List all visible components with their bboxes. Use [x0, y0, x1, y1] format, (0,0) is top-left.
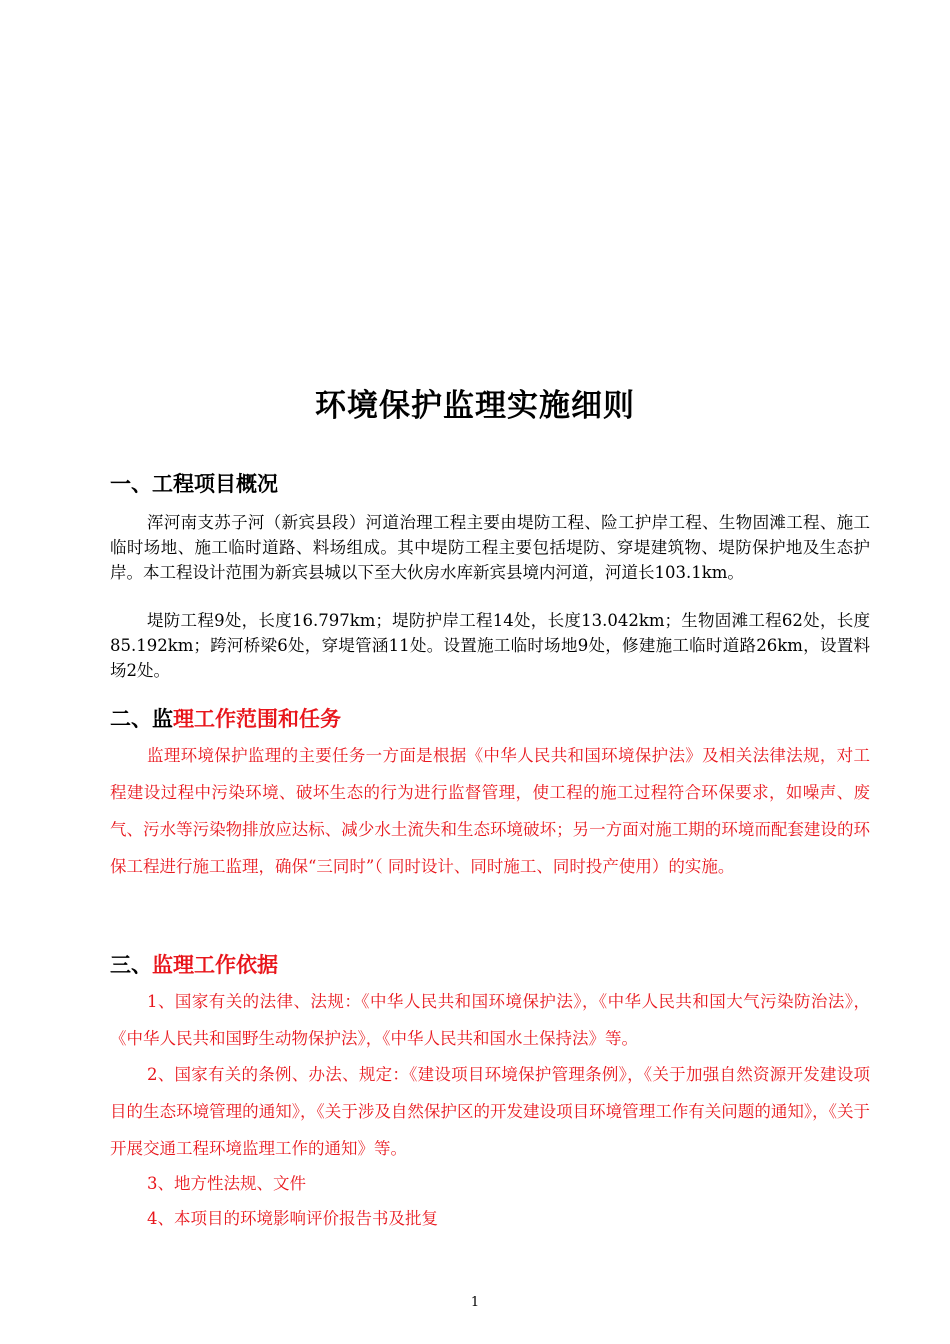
- section-heading-prefix: 三、: [110, 953, 152, 977]
- basis-item-1: 1、国家有关的法律、法规：《中华人民共和国环境保护法》，《中华人民共和国大气污染防治法》，《中华人民共和国野生动物保护法》，《中华人民共和国水土保持法》等。: [110, 992, 870, 1048]
- page-number: 1: [470, 1295, 480, 1310]
- basis-item-2: 2、国家有关的条例、办法、规定：《建设项目环境保护管理条例》，《关于加强自然资源开发建设项目的生态环境管理的通知》，《关于涉及自然保护区的开发建设项目环境管理工作有关问题的通知》，《关于开展交通工程环境监理工作的通知》等。: [110, 1065, 870, 1158]
- section-heading-overview: [110, 469, 278, 499]
- section-heading-text: 工程项目概况: [152, 472, 278, 496]
- section-heading-prefix: 一、: [110, 472, 152, 496]
- basis-item-3: 3、地方性法规、文件: [147, 1174, 306, 1193]
- section-heading-basis: [110, 950, 278, 980]
- section-heading-text: 理工作范围和任务: [173, 707, 341, 731]
- section-heading-prefix: 二、监: [110, 707, 173, 731]
- basis-item-4: 4、本项目的环境影响评价报告书及批复: [147, 1209, 438, 1228]
- document-title: 环境保护监理实施细则: [315, 388, 635, 424]
- overview-paragraph-1: 浑河南支苏子河（新宾县段）河道治理工程主要由堤防工程、险工护岸工程、生物固滩工程、施工临时场地、施工临时道路、料场组成。其中堤防工程主要包括堤防、穿堤建筑物、堤防保护地及生态护岸。本工程设计范围为新宾县城以下至大伙房水库新宾县境内河道，河道长103.1km。: [110, 513, 870, 582]
- scope-paragraph: 监理环境保护监理的主要任务一方面是根据《中华人民共和国环境保护法》及相关法律法规，对工程建设过程中污染环境、破坏生态的行为进行监督管理，使工程的施工过程符合环保要求，如噪声、废气、污水等污染物排放应达标、减少水土流失和生态环境破坏；另一方面对施工期的环境而配套建设的环保工程进行施工监理，确保“三同时”（ 同时设计、同时施工、同时投产使用）的实施。: [110, 746, 870, 876]
- section-heading-scope: [110, 704, 341, 734]
- section-heading-text: 监理工作依据: [152, 953, 278, 977]
- overview-paragraph-2: 堤防工程9处，长度16.797km；堤防护岸工程14处，长度13.042km；生物固滩工程62处，长度85.192km；跨河桥梁6处，穿堤管涵11处。设置施工临时场地9处，修建施工临时道路26km，设置料场2处。: [110, 611, 870, 680]
